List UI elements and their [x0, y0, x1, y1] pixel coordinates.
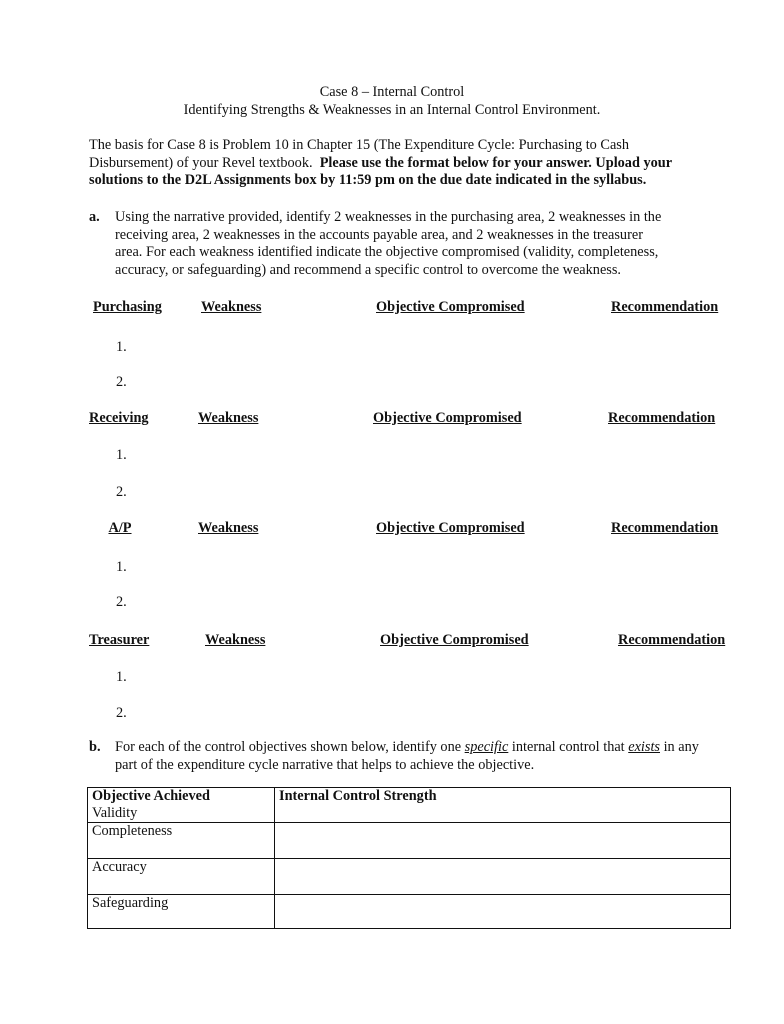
- weakness-header: Weakness: [198, 410, 259, 426]
- intro-line-2: [89, 155, 729, 173]
- control-strength-table: [87, 787, 731, 929]
- item-number: 1.: [116, 559, 127, 575]
- part-a-line: area. For each weakness identified indicate the objective compromised (validity, completeness,: [115, 244, 659, 260]
- part-b-label: b.: [89, 739, 101, 755]
- table-cell[interactable]: [275, 895, 731, 929]
- recommendation-header: Recommendation: [611, 520, 719, 536]
- objective-label: Completeness: [92, 823, 173, 839]
- intro-paragraph: [89, 137, 729, 190]
- weakness-header: Weakness: [198, 520, 259, 536]
- item-number: 2.: [116, 484, 127, 500]
- objective-label: Safeguarding: [92, 895, 169, 911]
- item-number: 2.: [116, 594, 127, 610]
- objective-compromised-header: Objective Compromised: [376, 299, 525, 315]
- table-row: [88, 895, 731, 929]
- objective-label: Accuracy: [92, 859, 147, 875]
- table-cell[interactable]: [275, 788, 731, 823]
- section-area-purchasing: Purchasing: [93, 299, 162, 315]
- emphasis-specific: specific: [464, 739, 509, 755]
- part-a-line: receiving area, 2 weaknesses in the accounts payable area, and 2 weaknesses in the treasurer: [115, 226, 643, 243]
- table-cell: [88, 823, 275, 859]
- section-area-receiving: Receiving: [89, 410, 149, 426]
- recommendation-header: Recommendation: [611, 299, 719, 315]
- intro-line-2-plain: Disbursement) of your Revel textbook.: [89, 154, 313, 171]
- item-number: 1.: [116, 669, 127, 685]
- part-b-text-mid: internal control that: [511, 739, 625, 755]
- part-b-text-pre: For each of the control objectives shown below, identify one: [115, 739, 462, 755]
- table-cell: [88, 859, 275, 895]
- objective-compromised-header: Objective Compromised: [376, 520, 525, 536]
- internal-control-strength-header: Internal Control Strength: [279, 788, 437, 804]
- table-cell: [88, 895, 275, 929]
- objective-achieved-header: Objective Achieved: [92, 788, 210, 804]
- page-subtitle: Identifying Strengths & Weaknesses in an Internal Control Environment.: [183, 102, 601, 118]
- table-row: [88, 823, 731, 859]
- part-b-line-2: part of the expenditure cycle narrative that helps to achieve the objective.: [115, 756, 535, 773]
- section-area-treasurer: Treasurer: [89, 632, 150, 648]
- part-b-text-post: in any: [663, 739, 699, 755]
- emphasis-exists: exists: [628, 739, 660, 755]
- objective-compromised-header: Objective Compromised: [373, 410, 522, 426]
- weakness-header: Weakness: [205, 632, 266, 648]
- part-a-label: a.: [89, 209, 100, 225]
- page-title: Case 8 – Internal Control: [319, 84, 465, 100]
- item-number: 1.: [116, 339, 127, 355]
- intro-line-2-bold: Please use the format below for your answer. Upload your: [319, 154, 673, 171]
- item-number: 2.: [116, 374, 127, 390]
- section-area-ap: A/P: [108, 520, 132, 536]
- part-b-line-1: [115, 739, 739, 757]
- recommendation-header: Recommendation: [608, 410, 716, 426]
- part-a-line: Using the narrative provided, identify 2 weaknesses in the purchasing area, 2 weaknesses in the: [115, 209, 662, 225]
- item-number: 1.: [116, 447, 127, 463]
- table-cell[interactable]: [275, 823, 731, 859]
- weakness-header: Weakness: [201, 299, 262, 315]
- objective-label: Validity: [92, 805, 138, 821]
- intro-line-1: The basis for Case 8 is Problem 10 in Chapter 15 (The Expenditure Cycle: Purchasing to Cash: [89, 137, 630, 153]
- table-cell: [88, 788, 275, 823]
- part-a-line: accuracy, or safeguarding) and recommend a specific control to overcome the weakness.: [115, 261, 621, 278]
- table-row: [88, 859, 731, 895]
- part-b-text: [115, 739, 739, 774]
- recommendation-header: Recommendation: [618, 632, 726, 648]
- item-number: 2.: [116, 705, 127, 721]
- objective-compromised-header: Objective Compromised: [380, 632, 529, 648]
- table-row: [88, 788, 731, 823]
- table-cell[interactable]: [275, 859, 731, 895]
- part-a-text: [115, 209, 739, 279]
- intro-line-3: solutions to the D2L Assignments box by 11:59 pm on the due date indicated in the syllabus.: [89, 172, 647, 188]
